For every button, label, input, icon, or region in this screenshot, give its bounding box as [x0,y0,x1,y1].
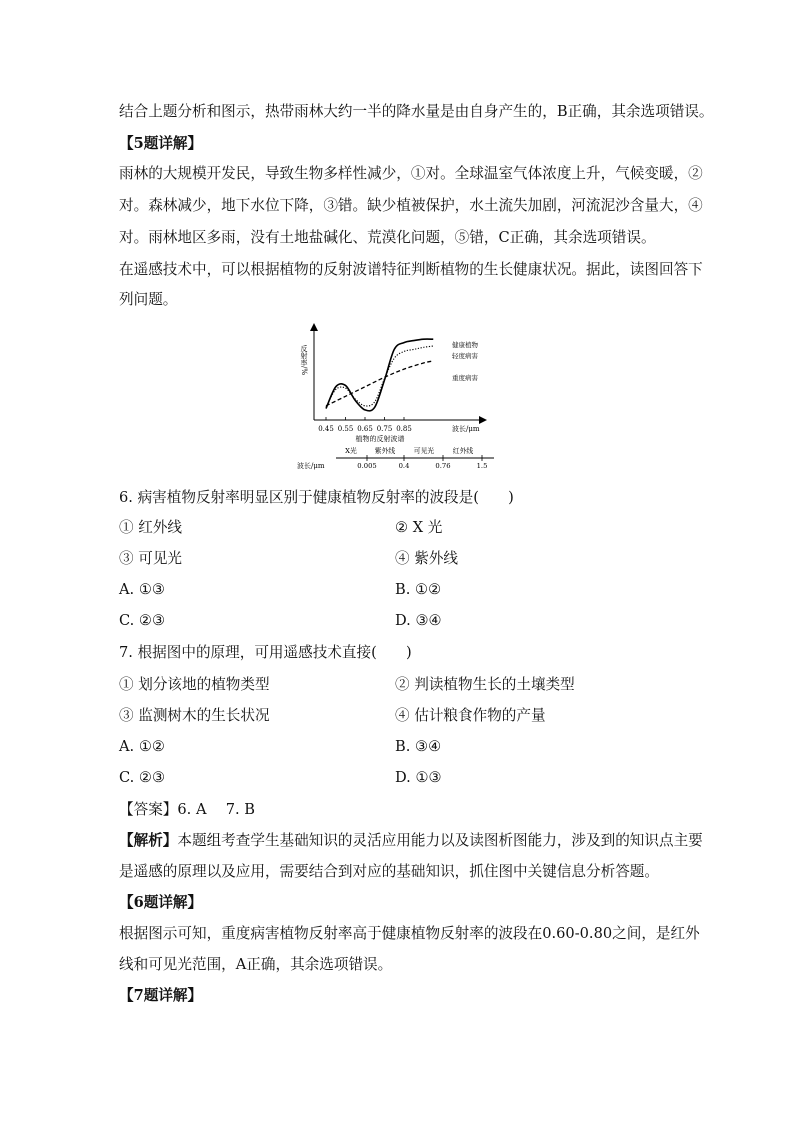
scale-region-label: 红外线 [452,447,474,455]
q6-item-1: ① 红外线 [119,519,183,536]
q6-header: 【6题详解】 [119,894,203,911]
scale-region-label: 紫外线 [374,447,396,455]
scale-value-label: 1.5 [476,462,488,470]
q5-line-1: 雨林的大规模开发民，导致生物多样性减少，①对。全球温室气体浓度上升，气候变暖，② [119,165,703,182]
q6-stem: 6. 病害植物反射率明显区别于健康植物反射率的波段是( ) [119,489,514,506]
x-tick-label: 0.65 [357,425,373,433]
series-line-solid [326,339,433,411]
answer-line: 【答案】6. A 7. B [119,801,255,818]
scale-region-label: 可见光 [413,447,435,455]
q5-header: 【5题详解】 [119,135,203,152]
scale-value-label: 0.76 [435,462,451,470]
x-tick-label: 0.75 [376,425,393,433]
q7-item-1: ① 划分该地的植物类型 [119,676,270,693]
scale-bar-ticks [345,446,487,470]
scale-region-label: X光 [345,447,357,455]
q6-option-d: D. ③④ [395,612,442,629]
q7-item-3: ③ 监测树木的生长状况 [119,707,270,724]
q6-option-a: A. ①③ [119,581,165,598]
q7-option-b: B. ③④ [395,738,442,755]
q6-option-c: C. ②③ [119,612,166,629]
scale-value-label: 0.005 [357,462,377,470]
x-tick-label: 0.45 [318,425,334,433]
paragraph-conclusion: 结合上题分析和图示，热带雨林大约一半的降水量是由自身产生的，B正确，其余选项错误。 [119,103,714,120]
series-lines [326,339,433,411]
q7-option-d: D. ①③ [395,769,442,786]
q6-item-3: ③ 可见光 [119,550,183,567]
analysis-line-2: 是遥感的原理以及应用，需要结合到对应的基础知识，抓住图中关键信息分析答题。 [119,863,659,880]
x-tick-label: 0.55 [337,425,354,433]
x-tick-label: 0.85 [396,425,412,433]
x-axis-arrow [479,416,487,424]
y-axis-arrow [310,323,318,331]
legend-label: 重度病害 [452,374,478,382]
q7-header: 【7题详解】 [119,987,203,1004]
q7-stem: 7. 根据图中的原理，可用遥感技术直接( ) [119,644,412,661]
q6-item-4: ④ 紫外线 [395,550,459,567]
scale-bar-label: 波长/μm [297,462,325,470]
q5-line-2: 对。森林减少，地下水位下降，③错。缺少植被保护，水土流失加剧，河流泥沙含量大，④ [119,197,703,214]
q7-item-2: ② 判读植物生长的土壤类型 [395,676,575,693]
x-tick-labels [318,417,412,433]
y-axis-label: 反射率/% [300,344,308,376]
x-axis-label: 波长/μm [452,425,480,433]
analysis-line-1 [119,831,703,851]
series-line-dotted [326,346,433,407]
q5-line-3: 对。雨林地区多雨，没有土地盐碱化、荒漠化问题，⑤错，C正确，其余选项错误。 [119,229,656,246]
analysis-text-1: 本题组考查学生基础知识的灵活应用能力以及读图析图能力，涉及到的知识点主要 [177,832,703,849]
q6-explain-line-2: 线和可见光范围，A正确，其余选项错误。 [119,956,393,973]
legend-label: 健康植物 [452,341,478,349]
q6-option-b: B. ①② [395,581,442,598]
q7-item-4: ④ 估计粮食作物的产量 [395,707,546,724]
legend-label: 轻度病害 [452,352,478,360]
scale-value-label: 0.4 [398,462,410,470]
series-line-dashed [326,361,433,406]
q7-option-c: C. ②③ [119,769,166,786]
q6-explain-line-1: 根据图示可知，重度病害植物反射率高于健康植物反射率的波段在0.60-0.80之间，是红外 [119,925,700,942]
analysis-label: 【解析】 [119,832,178,849]
q7-option-a: A. ①② [119,738,165,755]
q6-item-2: ② X 光 [395,519,443,536]
chart-caption: 植物的反射波谱 [355,435,405,443]
intro-line-1: 在遥感技术中，可以根据植物的反射波谱特征判断植物的生长健康状况。据此，读图回答下 [119,261,703,278]
legend [452,340,479,382]
intro-line-2: 列问题。 [119,291,178,308]
